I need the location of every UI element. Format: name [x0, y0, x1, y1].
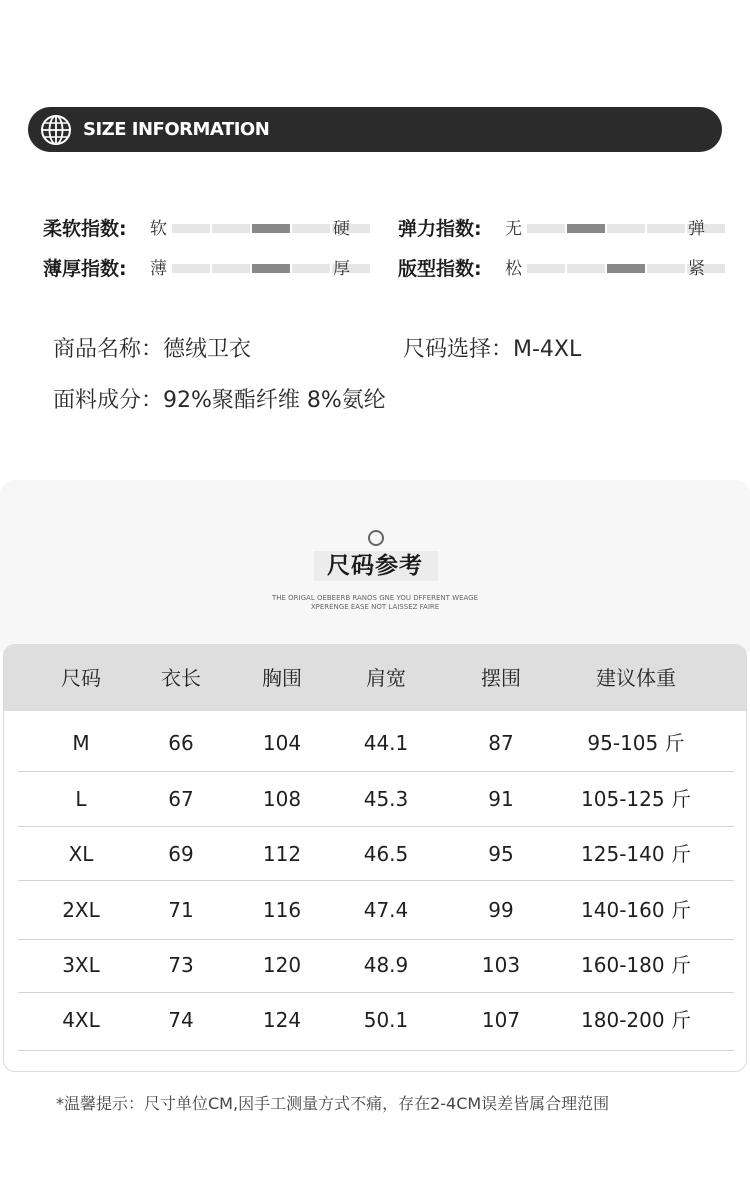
index-label: 版型指数:: [398, 258, 482, 280]
table-cell: 107: [481, 1008, 521, 1032]
table-cell: 3XL: [62, 953, 100, 977]
index-bar-segment: [567, 264, 605, 273]
table-cell: 105-125 斤: [581, 787, 691, 811]
header-cell: 胸围: [262, 666, 302, 690]
index-bar-segment: [567, 224, 605, 233]
index-bar-segment: [647, 224, 685, 233]
table-row: [4, 716, 746, 771]
index-bar-segment: [292, 224, 330, 233]
header-cell: 尺码: [61, 666, 101, 690]
table-cell: 67: [168, 787, 194, 811]
table-cell: 47.4: [363, 898, 409, 922]
index-left-word: 软: [150, 219, 167, 239]
header-cell: 衣长: [161, 666, 201, 690]
table-cell: 74: [168, 1008, 194, 1032]
table-cell: 103: [481, 953, 521, 977]
index-bar-segment: [252, 224, 290, 233]
index-bar-segment: [252, 264, 290, 273]
table-row: [4, 993, 746, 1048]
table-row: [4, 938, 746, 993]
index-left-word: 松: [505, 259, 522, 279]
index-fit: [398, 256, 718, 282]
index-label: 柔软指数:: [43, 218, 127, 240]
table-cell: 48.9: [363, 953, 409, 977]
banner-title: SIZE INFORMATION: [83, 119, 270, 140]
product-name: 商品名称：德绒卫衣: [53, 337, 252, 362]
index-bar-segment: [212, 264, 250, 273]
index-softness: [43, 216, 363, 242]
table-cell: 44.1: [363, 731, 409, 755]
size-selection: 尺码选择：M-4XL: [403, 337, 582, 362]
table-cell: L: [75, 787, 87, 811]
table-cell: 87: [488, 731, 514, 755]
index-left-word: 薄: [150, 259, 167, 279]
table-cell: 104: [262, 731, 302, 755]
table-cell: 108: [262, 787, 302, 811]
table-cell: 71: [168, 898, 194, 922]
table-cell: M: [72, 731, 90, 755]
table-cell: 125-140 斤: [581, 842, 691, 866]
header-cell: 肩宽: [366, 666, 406, 690]
table-cell: 91: [488, 787, 514, 811]
ring-icon: [368, 530, 384, 546]
index-right-word: 硬: [333, 219, 350, 239]
table-cell: 66: [168, 731, 194, 755]
table-cell: 120: [262, 953, 302, 977]
index-bar-segment: [607, 264, 645, 273]
table-cell: 95-105 斤: [587, 731, 685, 755]
index-right-word: 弹: [688, 219, 705, 239]
table-cell: 116: [262, 898, 302, 922]
index-label: 薄厚指数:: [43, 258, 127, 280]
index-bar-segment: [292, 264, 330, 273]
table-cell: 50.1: [363, 1008, 409, 1032]
index-bar-segment: [212, 224, 250, 233]
index-bar-segment: [607, 224, 645, 233]
table-cell: 99: [488, 898, 514, 922]
table-cell: 124: [262, 1008, 302, 1032]
index-bar-segment: [172, 264, 210, 273]
index-elasticity: [398, 216, 718, 242]
index-right-word: 厚: [333, 259, 350, 279]
fabric-composition: 面料成分：92%聚酯纤维 8%氨纶: [53, 388, 386, 413]
globe-icon: [40, 114, 72, 146]
size-table: [3, 644, 747, 1072]
table-cell: 46.5: [363, 842, 409, 866]
index-bar-segment: [527, 224, 565, 233]
index-right-word: 紧: [688, 259, 705, 279]
row-divider: [18, 880, 734, 881]
header-cell: 建议体重: [596, 666, 676, 690]
table-cell: 112: [262, 842, 302, 866]
table-row: [4, 772, 746, 827]
table-cell: 140-160 斤: [581, 898, 691, 922]
table-cell: 45.3: [363, 787, 409, 811]
table-header: [4, 645, 746, 711]
header-cell: 摆围: [481, 666, 521, 690]
index-bar-segment: [647, 264, 685, 273]
table-cell: 2XL: [62, 898, 100, 922]
table-cell: 160-180 斤: [581, 953, 691, 977]
footnote: *温馨提示：尺寸单位CM,因手工测量方式不痛，存在2-4CM误差皆属合理范围: [56, 1094, 610, 1113]
table-cell: 73: [168, 953, 194, 977]
index-left-word: 无: [505, 219, 522, 239]
table-cell: 4XL: [62, 1008, 100, 1032]
index-label: 弹力指数:: [398, 218, 482, 240]
table-cell: XL: [68, 842, 94, 866]
table-cell: 69: [168, 842, 194, 866]
table-cell: 95: [488, 842, 514, 866]
index-bar-segment: [172, 224, 210, 233]
size-info-banner: [28, 107, 722, 152]
index-thickness: [43, 256, 363, 282]
table-row: [4, 883, 746, 938]
size-ref-title: 尺码参考: [327, 553, 423, 579]
size-ref-subtitle-1: THE ORIGAL OEBEERB RANOS GNE YOU DFFERENT WEAGE: [271, 594, 479, 602]
table-cell: 180-200 斤: [581, 1008, 691, 1032]
table-row: [4, 827, 746, 882]
row-divider: [18, 1050, 734, 1051]
index-bar-segment: [527, 264, 565, 273]
size-ref-subtitle-2: XPERENGE EASE NOT LAISSEZ FAIRE: [310, 603, 440, 611]
